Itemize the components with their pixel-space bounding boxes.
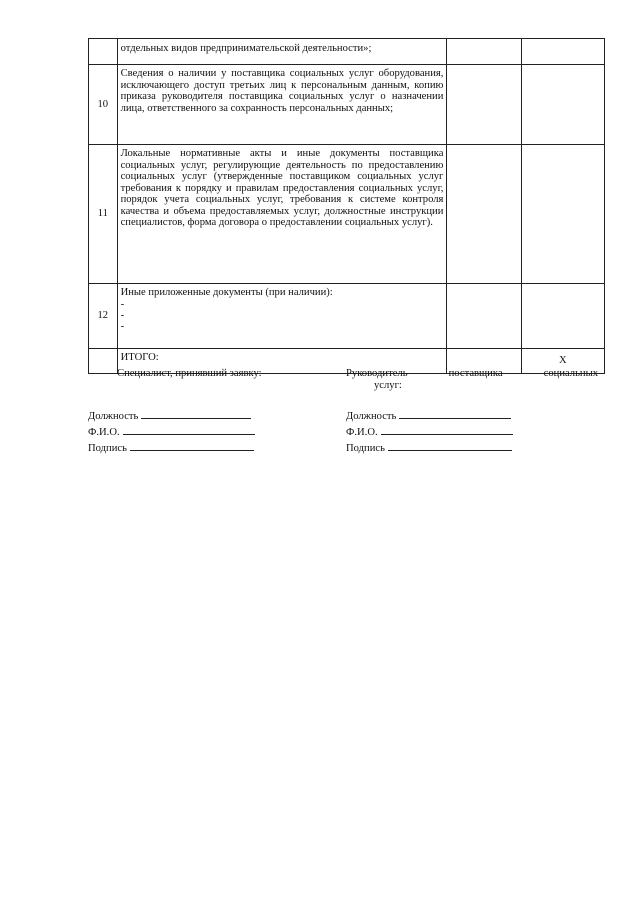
name-label: Ф.И.О.	[88, 427, 120, 438]
row-text: отдельных видов предпринимательской деятельности»;	[120, 43, 372, 54]
row-description	[117, 145, 447, 284]
table-row	[89, 65, 605, 145]
row-cell	[447, 39, 521, 65]
row-cell	[447, 284, 521, 349]
row-number	[89, 39, 118, 65]
name-field[interactable]	[88, 424, 255, 440]
signature-field[interactable]	[346, 440, 513, 456]
specialist-role: Специалист, принявший заявку:	[117, 368, 262, 379]
position-blank[interactable]	[141, 408, 251, 419]
position-field[interactable]	[88, 408, 255, 424]
row-number: 10	[89, 65, 118, 145]
signature-field[interactable]	[88, 440, 255, 456]
name-blank[interactable]	[381, 424, 513, 435]
position-blank[interactable]	[399, 408, 511, 419]
row-number	[89, 349, 118, 374]
list-dash: -	[120, 309, 125, 321]
position-label: Должность	[88, 411, 139, 422]
table-row	[89, 39, 605, 65]
manager-role-continued: услуг:	[374, 380, 402, 391]
signature-label: Подпись	[346, 443, 385, 454]
total-mark: Х	[521, 349, 604, 374]
signature-label: Подпись	[88, 443, 127, 454]
name-blank[interactable]	[123, 424, 255, 435]
list-dash: -	[120, 320, 125, 332]
row-text: Локальные нормативные акты и иные документы поставщика социальных услуг, регулирующие деятельность по предоставлению социальных услуг (утвержденные поставщиком социальных услуг требования к порядку и правилам предоставления социальных услуг, порядок учета социальных услуг, требования к системе контроля качества и объема предоставляемых услуг, должностные инструкции специалистов, форма договора о предоставлении социальных услуг).	[120, 148, 444, 228]
signature-blank[interactable]	[388, 440, 512, 451]
row-description	[117, 39, 447, 65]
row-cell	[521, 65, 604, 145]
row-text: Сведения о наличии у поставщика социальных услуг оборудования, исключающего доступ третьих лиц к персональным данным, копию приказа руководителя поставщика социальных услуг о назначении лица, ответственного за сохранность персональных данных;	[120, 68, 444, 114]
signature-blank[interactable]	[130, 440, 254, 451]
name-label: Ф.И.О.	[346, 427, 378, 438]
row-description	[117, 65, 447, 145]
specialist-fields	[88, 408, 255, 456]
table-row	[89, 145, 605, 284]
table-row	[89, 284, 605, 349]
specialist-block	[117, 368, 317, 380]
name-field[interactable]	[346, 424, 513, 440]
row-cell	[521, 145, 604, 284]
row-cell	[447, 145, 521, 284]
list-dash: -	[120, 298, 125, 310]
manager-role: Руководитель поставщика социальных	[346, 368, 598, 379]
row-number: 11	[89, 145, 118, 284]
position-field[interactable]	[346, 408, 513, 424]
row-cell	[447, 65, 521, 145]
row-cell	[521, 284, 604, 349]
row-number: 12	[89, 284, 118, 349]
row-cell	[521, 39, 604, 65]
manager-block	[346, 368, 598, 392]
row-text: Иные приложенные документы (при наличии):	[120, 287, 333, 298]
position-label: Должность	[346, 411, 397, 422]
manager-fields	[346, 408, 513, 456]
row-description	[117, 284, 447, 349]
total-label: ИТОГО:	[117, 349, 447, 374]
documents-table	[88, 38, 605, 374]
